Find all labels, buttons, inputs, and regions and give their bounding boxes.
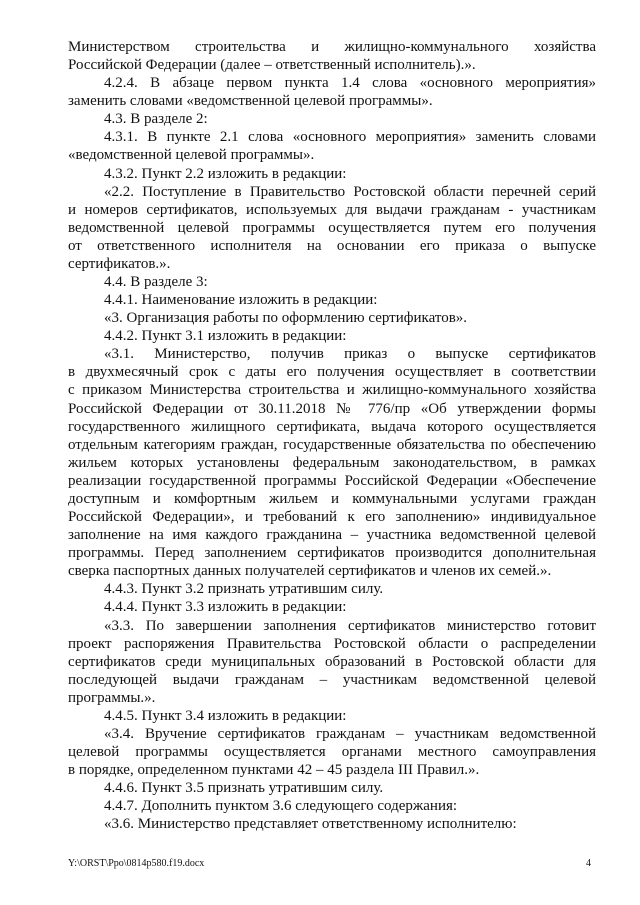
text-line: программы. Перед заполнением сертификатов производится дополнительная bbox=[68, 545, 596, 562]
text-line: 4.4.6. Пункт 3.5 признать утратившим силу. bbox=[104, 780, 384, 797]
document-body bbox=[68, 38, 596, 833]
text-line: ведомственной целевой программы осуществляется путем его получения bbox=[68, 219, 596, 236]
text-line: «3. Организация работы по оформлению сертификатов». bbox=[104, 310, 468, 327]
text-line: заменить словами «ведомственной целевой программы». bbox=[68, 93, 433, 110]
text-line: последующей выдачи гражданам – участникам ведомственной целевой bbox=[68, 671, 596, 688]
text-line: 4.4.5. Пункт 3.4 изложить в редакции: bbox=[104, 707, 347, 724]
text-line: доступным и комфортным жильем и коммунальными услугами граждан bbox=[68, 490, 596, 507]
text-line: в порядке, определенном пунктами 42 – 45 раздела III Правил.». bbox=[68, 762, 480, 779]
text-line: «3.6. Министерство представляет ответственному исполнителю: bbox=[104, 816, 517, 833]
text-line: «3.3. По завершении заполнения сертификатов министерство готовит bbox=[104, 617, 596, 634]
text-line: 4.3.2. Пункт 2.2 изложить в редакции: bbox=[104, 165, 347, 182]
text-line: «ведомственной целевой программы». bbox=[68, 147, 315, 164]
text-line: заполнение на имя каждого гражданина – участника ведомственной целевой bbox=[68, 527, 596, 544]
text-line: 4.4. В разделе 3: bbox=[104, 274, 208, 291]
text-line: от ответственного исполнителя на основании его приказа о выпуске bbox=[68, 237, 596, 254]
text-line: сверка паспортных данных получателей сертификатов и членов их семей.». bbox=[68, 563, 552, 580]
footer-file-path: Y:\ORST\Ppo\0814p580.f19.docx bbox=[68, 858, 205, 869]
text-line: «2.2. Поступление в Правительство Ростовской области перечней серий bbox=[104, 183, 596, 200]
text-line: сертификатов среди муниципальных образований в Ростовской области для bbox=[68, 653, 596, 670]
text-line: 4.4.3. Пункт 3.2 признать утратившим силу. bbox=[104, 581, 384, 598]
text-line: государственного жилищного сертификата, выдача которого осуществляется bbox=[68, 418, 596, 435]
text-line: «3.4. Вручение сертификатов гражданам – участникам ведомственной bbox=[104, 725, 596, 742]
text-line: жильем которых установлены федеральным законодательством, в рамках bbox=[68, 454, 596, 471]
text-line: Министерством строительства и жилищно-коммунального хозяйства bbox=[68, 39, 596, 55]
text-line: целевой программы осуществляется органами местного самоуправления bbox=[68, 744, 596, 761]
page-number: 4 bbox=[586, 858, 591, 869]
text-line: отдельным категориям граждан, государственные обязательства по обеспечению bbox=[68, 436, 596, 453]
text-line: 4.4.2. Пункт 3.1 изложить в редакции: bbox=[104, 328, 347, 345]
text-line: 4.3. В разделе 2: bbox=[104, 111, 208, 128]
text-line: сертификатов.». bbox=[68, 255, 171, 272]
text-line: Российской Федерации от 30.11.2018 № 776/пр «Об утверждении формы bbox=[68, 400, 596, 417]
text-line: 4.2.4. В абзаце первом пункта 1.4 слова «основного мероприятия» bbox=[104, 75, 596, 92]
text-line: проект распоряжения Правительства Ростовской области о распределении bbox=[68, 635, 596, 652]
text-line: в двухмесячный срок с даты его получения осуществляет в соответствии bbox=[68, 364, 596, 381]
text-line: 4.3.1. В пункте 2.1 слова «основного мероприятия» заменить словами bbox=[104, 129, 596, 146]
text-line: реализации государственной программы Российской Федерации «Обеспечение bbox=[68, 472, 596, 489]
text-line: 4.4.7. Дополнить пунктом 3.6 следующего содержания: bbox=[104, 798, 458, 815]
text-line: и номеров сертификатов, используемых для выдачи гражданам - участникам bbox=[68, 201, 596, 218]
text-line: с приказом Министерства строительства и жилищно-коммунального хозяйства bbox=[68, 382, 596, 399]
text-line: Российской Федерации», и требований к его заполнению» индивидуальное bbox=[68, 509, 596, 526]
text-line: «3.1. Министерство, получив приказ о выпуске сертификатов bbox=[104, 346, 596, 363]
text-line: 4.4.1. Наименование изложить в редакции: bbox=[104, 292, 378, 309]
text-line: программы.». bbox=[68, 689, 156, 706]
text-line: 4.4.4. Пункт 3.3 изложить в редакции: bbox=[104, 599, 347, 616]
text-line: Российской Федерации (далее – ответственный исполнитель).». bbox=[68, 57, 476, 74]
